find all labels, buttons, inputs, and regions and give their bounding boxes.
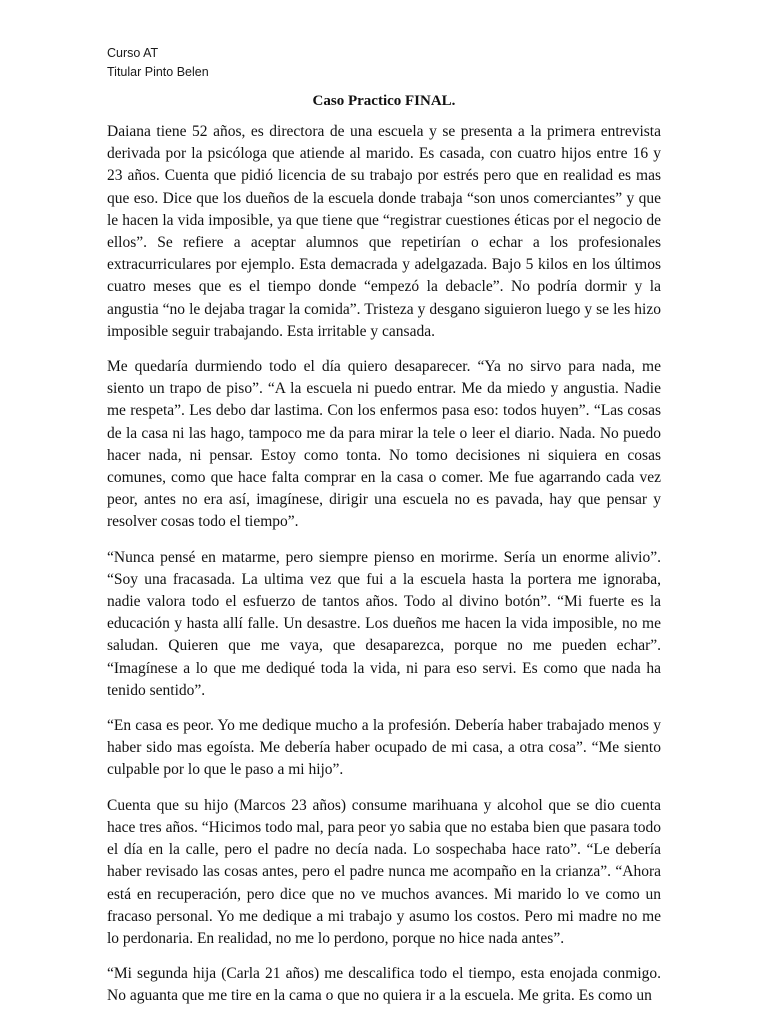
paragraph: “En casa es peor. Yo me dedique mucho a la profesión. Debería haber trabajado menos y haber sido mas egoísta. Me debería haber ocupado de mi casa, a otra cosa”. “Me siento culpable por lo que le paso a mi hijo”. bbox=[107, 717, 661, 779]
course-name: Curso AT bbox=[107, 46, 159, 60]
paragraph: “Nunca pensé en matarme, pero siempre pienso en morirme. Sería un enorme alivio”. “Soy una fracasada. La ultima vez que fui a la escuela hasta la portera me ignoraba, nadie valora todo el esfuerzo de tantos años. Todo al divino botón”. “Mi fuerte es la educación y hasta allí falle. Un desastre. Los dueños me hacen la vida imposible, no me saludan. Quieren que me vaya, que desaparezca, porque no me pueden echar”. “Imagínese a lo que me dediqué toda la vida, ni para eso servi. Es como que nada ha tenido sentido”. bbox=[107, 548, 661, 699]
paragraph: Cuenta que su hijo (Marcos 23 años) consume marihuana y alcohol que se dio cuenta hace tres años. “Hicimos todo mal, para peor yo sabia que no estaba bien que pasara todo el día en la calle, pero el padre no decía nada. Lo sospechaba hace rato”. “Le debería haber revisado las cosas antes, pero el padre nunca me acompaño en la crianza”. “Ahora está en recuperación, pero dice que no ve muchos avances. Mi marido lo ve como un fracaso personal. Yo me dedique a mi trabajo y asumo los costos. Pero mi madre no me lo perdonaria. En realidad, no me lo perdono, porque no hice nada antes”. bbox=[107, 796, 661, 947]
paragraph: Daiana tiene 52 años, es directora de una escuela y se presenta a la primera entrevista derivada por la psicóloga que atiende al marido. Es casada, con cuatro hijos entre 16 y 23 años. Cuenta que pidió licencia de su trabajo por estrés pero que en realidad es mas que eso. Dice que los dueños de la escuela donde trabaja “son unos comerciantes” y que le hacen la vida imposible, ya que tiene que “registrar cuestiones éticas por el negocio de ellos”. Se refiere a aceptar alumnos que repetirían o echar a los profesionales extracurriculares por ejemplo. Esta demacrada y adelgazada. Bajo 5 kilos en los últimos cuatro meses que es el tiempo donde “empezó la debacle”. No podría dormir y la angustia “no le dejaba tragar la comida”. Tristeza y desgano siguieron luego y se les hizo imposible seguir trabajando. Esta irritable y cansada. bbox=[107, 123, 661, 340]
document-title: Caso Practico FINAL. bbox=[312, 93, 456, 109]
paragraph: Me quedaría durmiendo todo el día quiero desaparecer. “Ya no sirvo para nada, me siento un trapo de piso”. “A la escuela ni puedo entrar. Me da miedo y angustia. Nadie me respeta”. Les debo dar lastima. Con los enfermos pasa eso: todos huyen”. “Las cosas de la casa ni las hago, tampoco me da para mirar la tele o leer el diario. Nada. No puedo hacer nada, ni pensar. Estoy como tonta. No tomo decisiones ni siquiera en cosas comunes, como que hace falta comprar en la casa o comer. Me fue agarrando cada vez peor, antes no era así, imagínese, dirigir una escuela no es pavada, hay que pensar y resolver cosas todo el tiempo”. bbox=[107, 358, 661, 531]
teacher-name: Titular Pinto Belen bbox=[107, 65, 209, 79]
document-header bbox=[107, 44, 209, 82]
document-body bbox=[107, 121, 661, 1021]
paragraph: “Mi segunda hija (Carla 21 años) me descalifica todo el tiempo, esta enojada conmigo. No aguanta que me tire en la cama o que no quiera ir a la escuela. Me grita. Es como un bbox=[107, 965, 661, 1005]
